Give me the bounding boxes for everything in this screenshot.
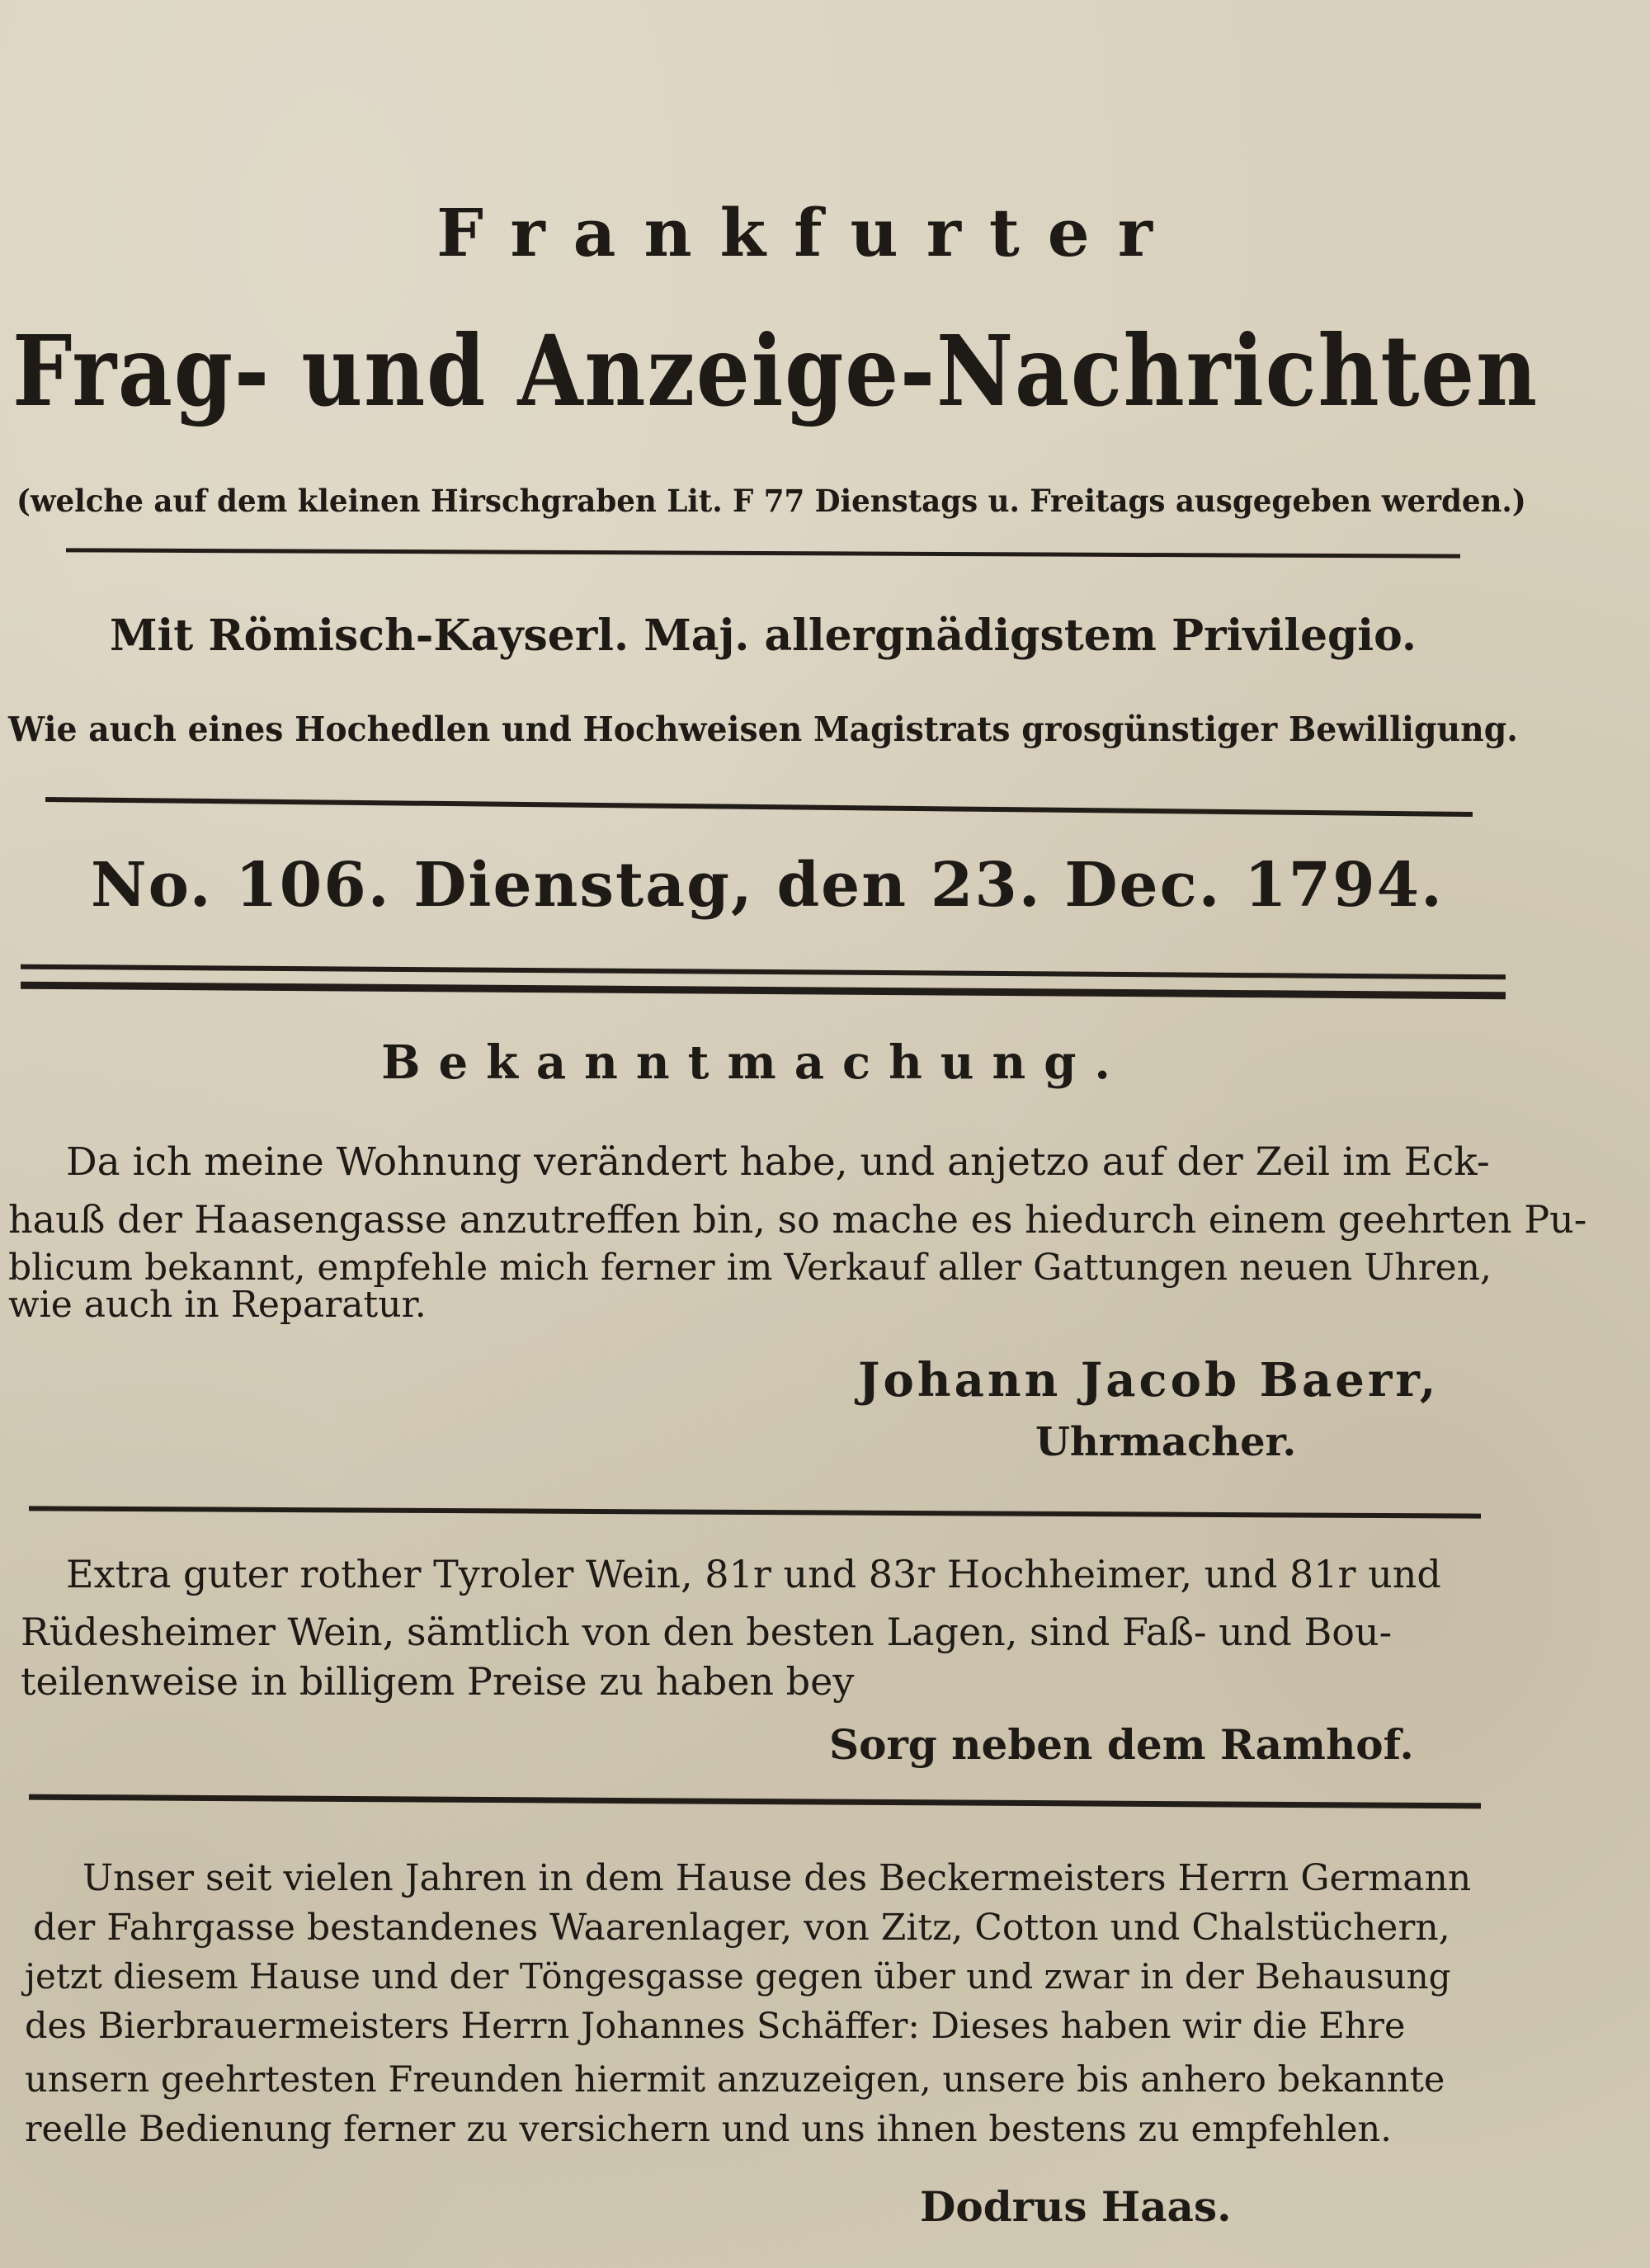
notice-text-line: reelle Bedienung ferner zu versichern und uns ihnen bestens zu empfehlen. (25, 2109, 1392, 2150)
notice-text-line: Rüdesheimer Wein, sämtlich von den besten Lagen, sind Faß- und Bou- (21, 1610, 1393, 1654)
notice-heading: Bekanntmachung. (381, 1035, 1129, 1090)
notice-text-line: unsern geehrtesten Freunden hiermit anzuzeigen, unsere bis anhero bekannte (25, 2059, 1445, 2101)
notice-signature: Johann Jacob Baerr, (858, 1353, 1440, 1407)
notice-text-line: Extra guter rother Tyroler Wein, 81r und 83r Hochheimer, und 81r und (66, 1552, 1441, 1596)
notice-text-line: des Bierbrauermeisters Herrn Johannes Schäffer: Dieses haben wir die Ehre (25, 2006, 1406, 2047)
privilege-line-imperial: Mit Römisch-Kayserl. Maj. allergnädigstem Privilegio. (109, 611, 1417, 661)
notice-text-line: hauß der Haasengasse anzutreffen bin, so mache es hiedurch einem geehrten Pu- (8, 1197, 1587, 1242)
divider-rule (29, 1506, 1481, 1518)
notice-text-line: teilenweise in billigem Preise zu haben bey (21, 1659, 855, 1704)
divider-rule (29, 1794, 1481, 1809)
masthead-title-main: Frag- und Anzeige-Nachrichten (12, 314, 1539, 428)
notice-text-line: Unser seit vielen Jahren in dem Hause des Beckermeisters Herrn Germann (82, 1857, 1472, 1899)
masthead-title-frankfurter: Frankfurter (436, 194, 1181, 271)
notice-text-line: wie auch in Reparatur. (8, 1284, 427, 1326)
double-rule-top (21, 964, 1506, 980)
divider-rule (45, 797, 1473, 817)
notice-text-line: Da ich meine Wohnung verändert habe, und anjetzo auf der Zeil im Eck- (66, 1139, 1490, 1185)
masthead-subtitle: (welche auf dem kleinen Hirschgraben Lit. F 77 Dienstags u. Freitags ausgegeben werden.) (16, 483, 1526, 519)
notice-text-line: blicum bekannt, empfehle mich ferner im Verkauf aller Gattungen neuen Uhren, (8, 1247, 1492, 1289)
notice-signature: Sorg neben dem Ramhof. (829, 1720, 1414, 1769)
privilege-line-magistrate: Wie auch eines Hochedlen und Hochweisen Magistrats grosgünstiger Bewilligung. (8, 710, 1518, 749)
divider-rule (66, 548, 1460, 558)
notice-text-line: der Fahrgasse bestandenes Waarenlager, von Zitz, Cotton und Chalstüchern, (33, 1907, 1450, 1949)
issue-number-date: No. 106. Dienstag, den 23. Dec. 1794. (91, 850, 1444, 921)
notice-text-line: jetzt diesem Hause und der Töngesgasse gegen über und zwar in der Behausung (25, 1956, 1451, 1997)
notice-signature: Dodrus Haas. (920, 2182, 1232, 2231)
double-rule-bottom (21, 982, 1506, 1000)
notice-signature-title: Uhrmacher. (1035, 1419, 1297, 1465)
